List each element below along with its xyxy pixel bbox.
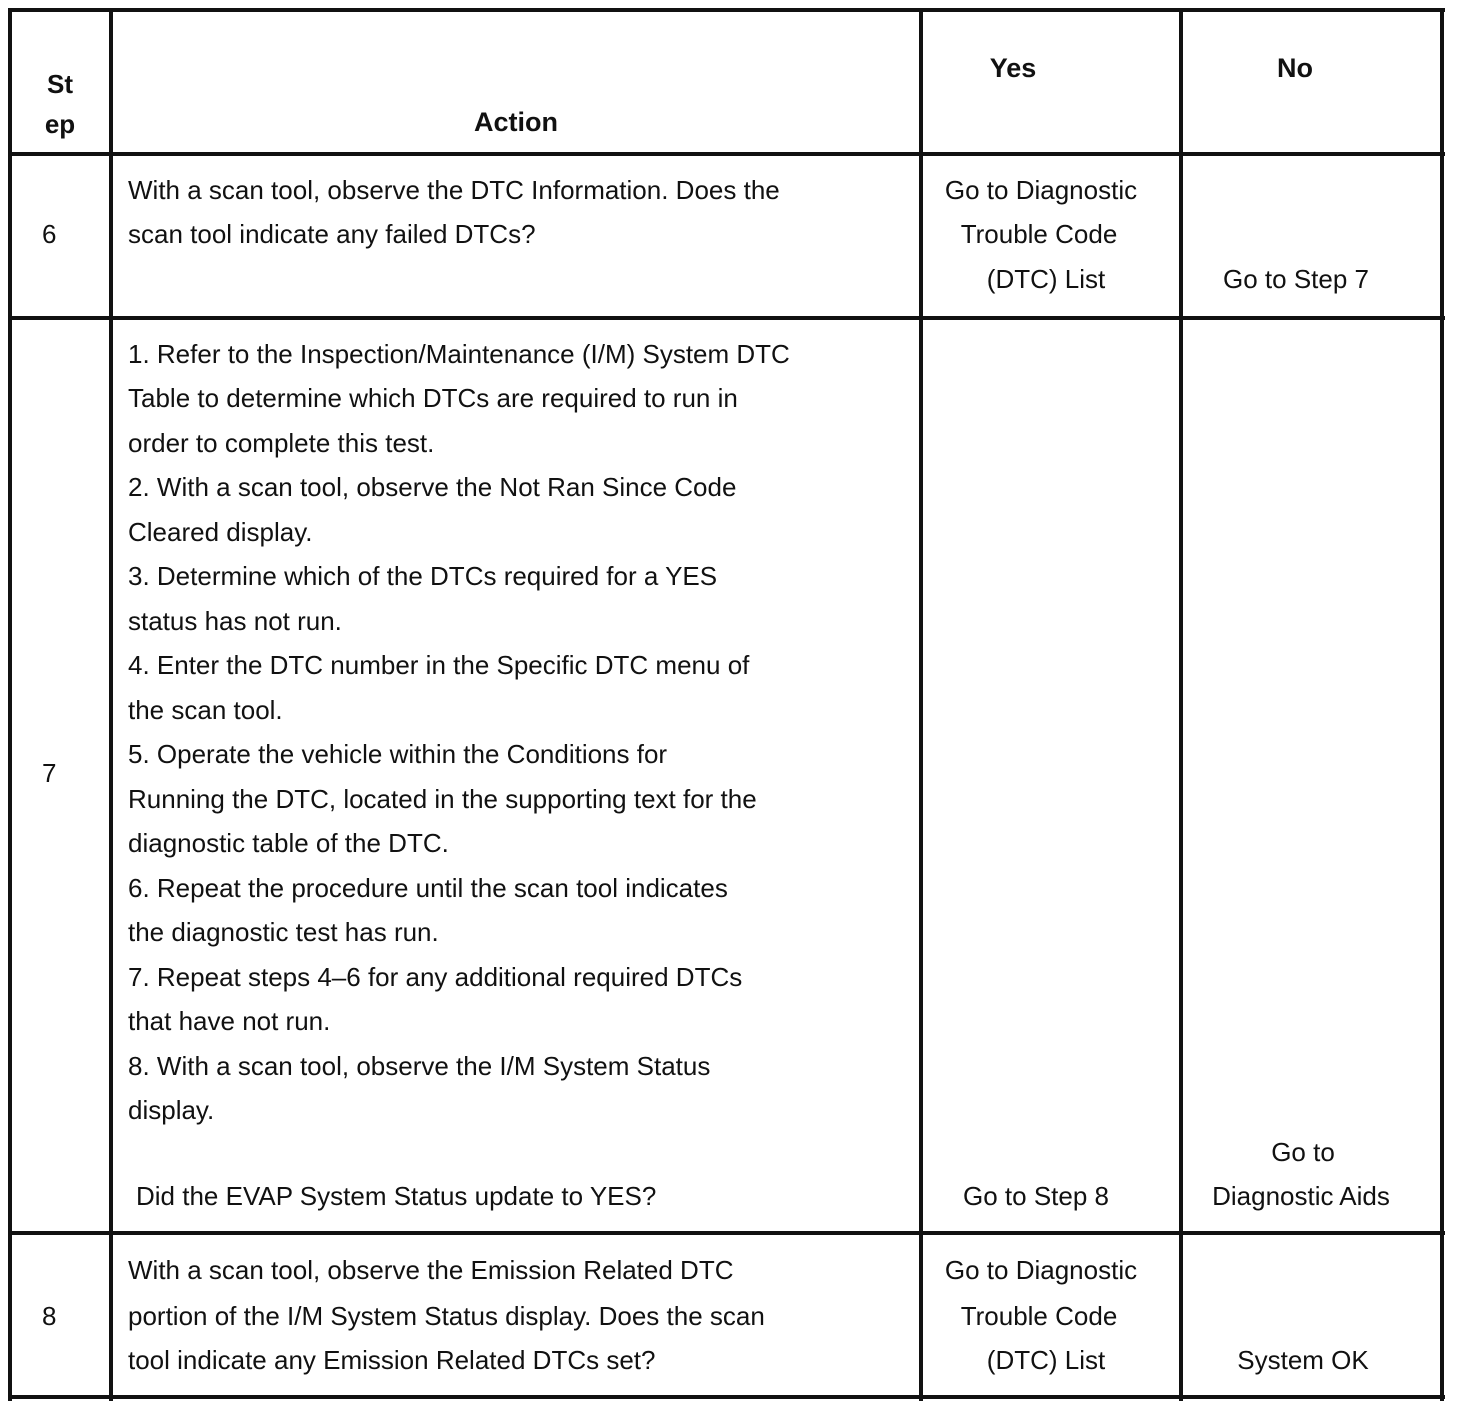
- header-no: No: [1277, 53, 1313, 83]
- header-yes: Yes: [989, 53, 1037, 83]
- header-step-line2: ep: [44, 109, 76, 139]
- row-8-yes-line: (DTC) List: [986, 1345, 1106, 1375]
- header-step: [12, 64, 108, 144]
- row-7-action-line: display.: [128, 1095, 215, 1125]
- row-7-action-line: Cleared display.: [128, 517, 313, 547]
- row-divider-header: [8, 152, 1445, 156]
- header-action: Action: [474, 107, 558, 137]
- row-7-action-line: order to complete this test.: [128, 428, 435, 458]
- row-6-yes-line: Trouble Code: [960, 219, 1118, 249]
- row-8-no: System OK: [1237, 1345, 1369, 1375]
- row-7-action-line: Table to determine which DTCs are required to run in: [128, 383, 738, 413]
- row-6-no: Go to Step 7: [1223, 264, 1369, 294]
- row-7-action-line: 6. Repeat the procedure until the scan tool indicates: [128, 873, 728, 903]
- row-8-yes-line: Go to Diagnostic: [944, 1255, 1138, 1285]
- row-7-action-line: Running the DTC, located in the supporting text for the: [128, 784, 757, 814]
- row-7-action-line: 4. Enter the DTC number in the Specific DTC menu of: [128, 650, 750, 680]
- table-border-right: [1440, 8, 1444, 1401]
- row-7-action-line: status has not run.: [128, 606, 342, 636]
- row-6-yes-line: Go to Diagnostic: [944, 175, 1138, 205]
- table-border-bottom: [8, 1395, 1445, 1399]
- row-7-action-line: 2. With a scan tool, observe the Not Ran Since Code: [128, 472, 737, 502]
- header-step-line1: St: [47, 69, 73, 99]
- row-7-action-line: the diagnostic test has run.: [128, 917, 439, 947]
- column-divider-step: [109, 8, 113, 1401]
- row-8-action-line: With a scan tool, observe the Emission Related DTC: [128, 1255, 734, 1285]
- row-7-action-line: the scan tool.: [128, 695, 283, 725]
- row-7-action-line: diagnostic table of the DTC.: [128, 828, 449, 858]
- row-6-yes-line: (DTC) List: [986, 264, 1106, 294]
- row-7-action-line: 1. Refer to the Inspection/Maintenance (I/M) System DTC: [128, 339, 790, 369]
- row-8-action-line: portion of the I/M System Status display. Does the scan: [128, 1301, 765, 1331]
- row-7-no-line: Go to: [1271, 1137, 1335, 1167]
- row-8-yes-line: Trouble Code: [960, 1301, 1118, 1331]
- row-7-action-line: 3. Determine which of the DTCs required for a YES: [128, 561, 718, 591]
- row-7-action-line: 7. Repeat steps 4–6 for any additional required DTCs: [128, 962, 743, 992]
- table-border-left: [8, 8, 12, 1401]
- row-7-no-line: Diagnostic Aids: [1212, 1181, 1390, 1211]
- row-divider-step6: [8, 316, 1445, 320]
- row-8-step: 8: [42, 1301, 57, 1331]
- row-6-step: 6: [42, 219, 57, 249]
- row-7-step: 7: [42, 758, 57, 788]
- row-6-action-line: With a scan tool, observe the DTC Information. Does the: [128, 175, 780, 205]
- row-7-action-line: 8. With a scan tool, observe the I/M System Status: [128, 1051, 711, 1081]
- row-divider-step7: [8, 1231, 1445, 1235]
- row-7-action-line: 5. Operate the vehicle within the Conditions for: [128, 739, 668, 769]
- row-7-question: Did the EVAP System Status update to YES?: [136, 1181, 657, 1211]
- row-6-action-line: scan tool indicate any failed DTCs?: [128, 219, 536, 249]
- row-8-action-line: tool indicate any Emission Related DTCs set?: [128, 1345, 656, 1375]
- row-7-action-line: that have not run.: [128, 1006, 331, 1036]
- table-border-top: [8, 8, 1445, 12]
- row-7-yes: Go to Step 8: [963, 1181, 1109, 1211]
